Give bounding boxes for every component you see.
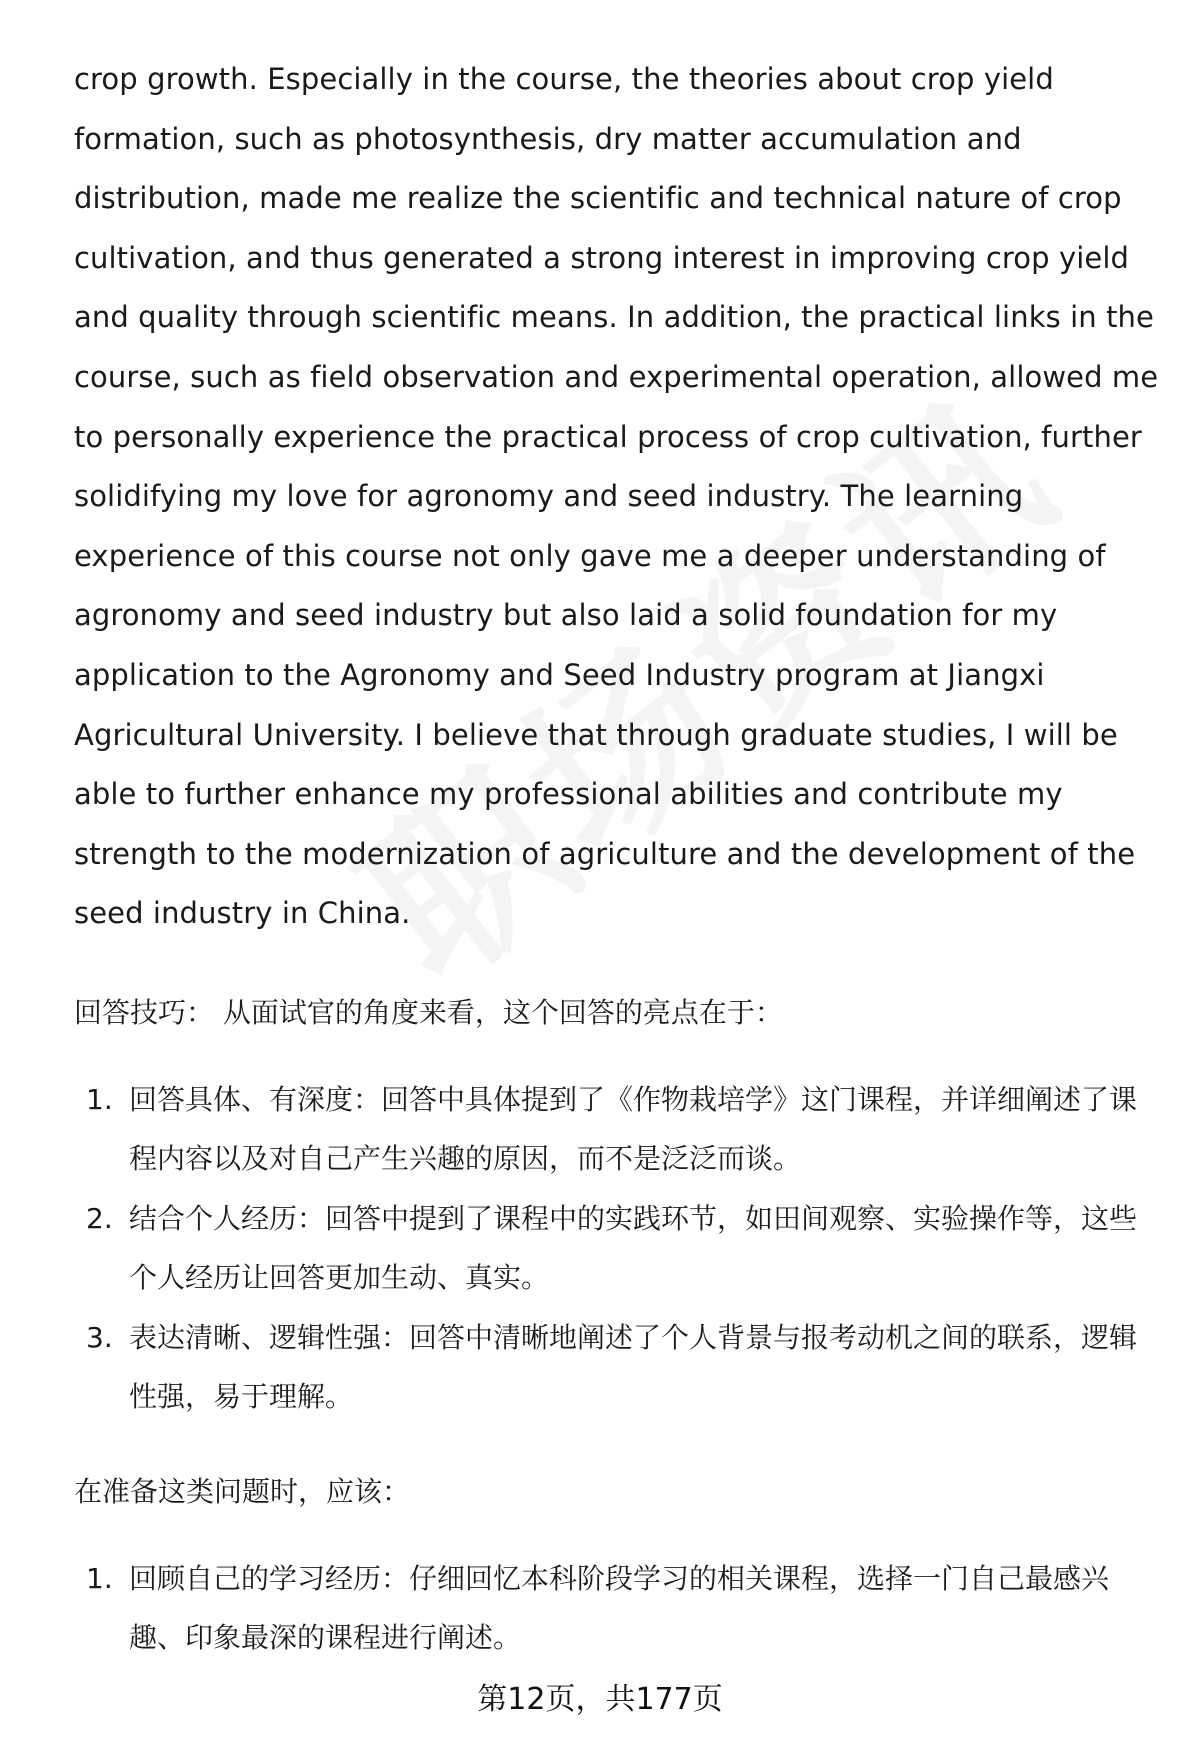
list-item-text: 回顾自己的学习经历：仔细回忆本科阶段学习的相关课程，选择一门自己最感兴趣、印象最深的课程进行阐述。 (129, 1561, 1110, 1655)
list-number: 1. (86, 1561, 113, 1595)
list-number: 1. (86, 1082, 113, 1116)
list-number: 3. (86, 1320, 113, 1354)
page-content (74, 50, 1164, 1668)
prep-list (74, 1549, 1164, 1668)
list-item-text: 结合个人经历：回答中提到了课程中的实践环节，如田间观察、实验操作等，这些个人经历让回答更加生动、真实。 (129, 1201, 1138, 1295)
prep-heading: 在准备这类问题时，应该： (74, 1474, 411, 1508)
tips-heading: 回答技巧： 从面试官的角度来看，这个回答的亮点在于： (74, 995, 783, 1029)
list-item (74, 1308, 1164, 1427)
list-item (74, 1070, 1164, 1189)
tips-list (74, 1070, 1164, 1427)
list-item (74, 1189, 1164, 1308)
list-item-text: 表达清晰、逻辑性强：回答中清晰地阐述了个人背景与报考动机之间的联系，逻辑性强，易于理解。 (129, 1320, 1138, 1414)
list-item (74, 1549, 1164, 1668)
body-paragraph: crop growth. Especially in the course, the theories about crop yield formation, such as photosynthesis, dry matter accumulation and distribution, made me realize the scientific and technical nature of crop cultivation, and thus generated a strong interest in improving crop yield and quality through scientific means. In addition, the practical links in the course, such as field observation and experimental operation, allowed me to personally experience the practical process of crop cultivation, further solidifying my love for agronomy and seed industry. The learning experience of this course not only gave me a deeper understanding of agronomy and seed industry but also laid a solid foundation for my application to the Agronomy and Seed Industry program at Jiangxi Agricultural University. I believe that through graduate studies, I will be able to further enhance my professional abilities and contribute my strength to the modernization of agriculture and the development of the seed industry in China. (74, 62, 1159, 931)
list-item-text: 回答具体、有深度：回答中具体提到了《作物栽培学》这门课程，并详细阐述了课程内容以及对自己产生兴趣的原因，而不是泛泛而谈。 (129, 1082, 1138, 1176)
list-number: 2. (86, 1201, 113, 1235)
page-footer: 第12页，共177页 (477, 1682, 723, 1717)
